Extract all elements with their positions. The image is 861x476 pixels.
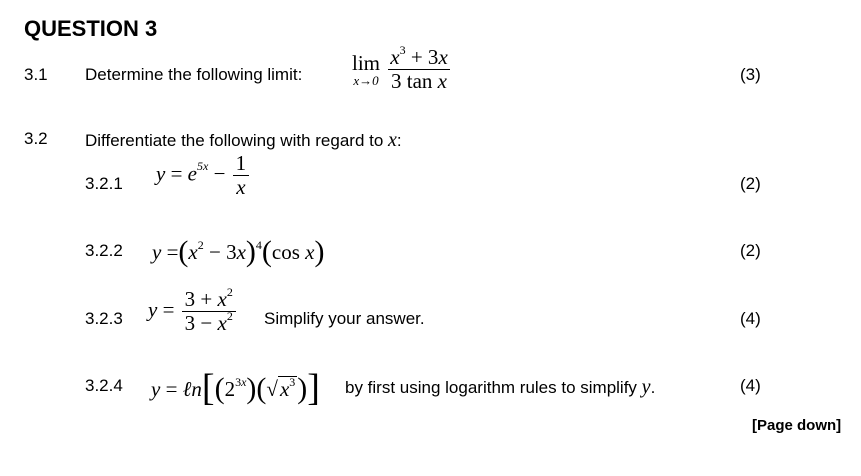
q3-2-4-note <box>345 376 655 399</box>
q3-2-instruction: Differentiate the following with regard to <box>85 131 384 150</box>
q3-1-number: 3.1 <box>24 65 48 84</box>
q3-2-1-expression: $y = e^{5x}$ − $\frac{1}{x}$ <box>156 152 251 199</box>
lim-word: lim <box>352 50 381 75</box>
q3-1-text: Determine the following limit: <box>85 65 303 84</box>
q3-2-variable: x <box>388 129 397 151</box>
lim-subscript: x→0 <box>353 72 379 88</box>
q3-2-3-note: Simplify your answer. <box>264 309 425 328</box>
q3-2-1-number: 3.2.1 <box>85 174 123 193</box>
q3-2-3-number: 3.2.3 <box>85 309 123 328</box>
q3-2-3-expression: y = $\frac{3 + x^2}{3 - x^2}$ <box>148 288 238 335</box>
q3-2-2-number: 3.2.2 <box>85 241 123 260</box>
q3-1-limit-expression <box>352 43 453 94</box>
limit-fraction: $\frac{x^3 + 3x}{\text{3 tan x}}$ <box>387 46 451 93</box>
q3-1-marks: (3) <box>740 65 761 84</box>
q3-2-4-number: 3.2.4 <box>85 376 123 395</box>
q3-2-1-marks: (2) <box>740 174 761 193</box>
q3-2-4-period: . <box>650 378 656 397</box>
q3-2-4-marks: (4) <box>740 376 761 395</box>
q3-2-2-marks: (2) <box>740 241 761 260</box>
q3-2-colon: : <box>396 131 402 150</box>
q3-2-text <box>85 129 402 152</box>
q3-2-4-variable: y <box>641 376 651 398</box>
page-down-note: [Page down] <box>752 417 842 434</box>
q3-2-3-marks: (4) <box>740 309 761 328</box>
q3-2-4-note-text: by first using logarithm rules to simplify <box>345 378 637 397</box>
q3-2-4-expression: $y = \ell n[(2^{3x})(√x^3)]$ <box>151 367 320 409</box>
q3-2-2-expression: $y =(x^2 - 3x)^4(\cos$ x) <box>152 235 325 268</box>
question-heading: QUESTION 3 <box>24 16 158 41</box>
q3-2-number: 3.2 <box>24 129 48 148</box>
